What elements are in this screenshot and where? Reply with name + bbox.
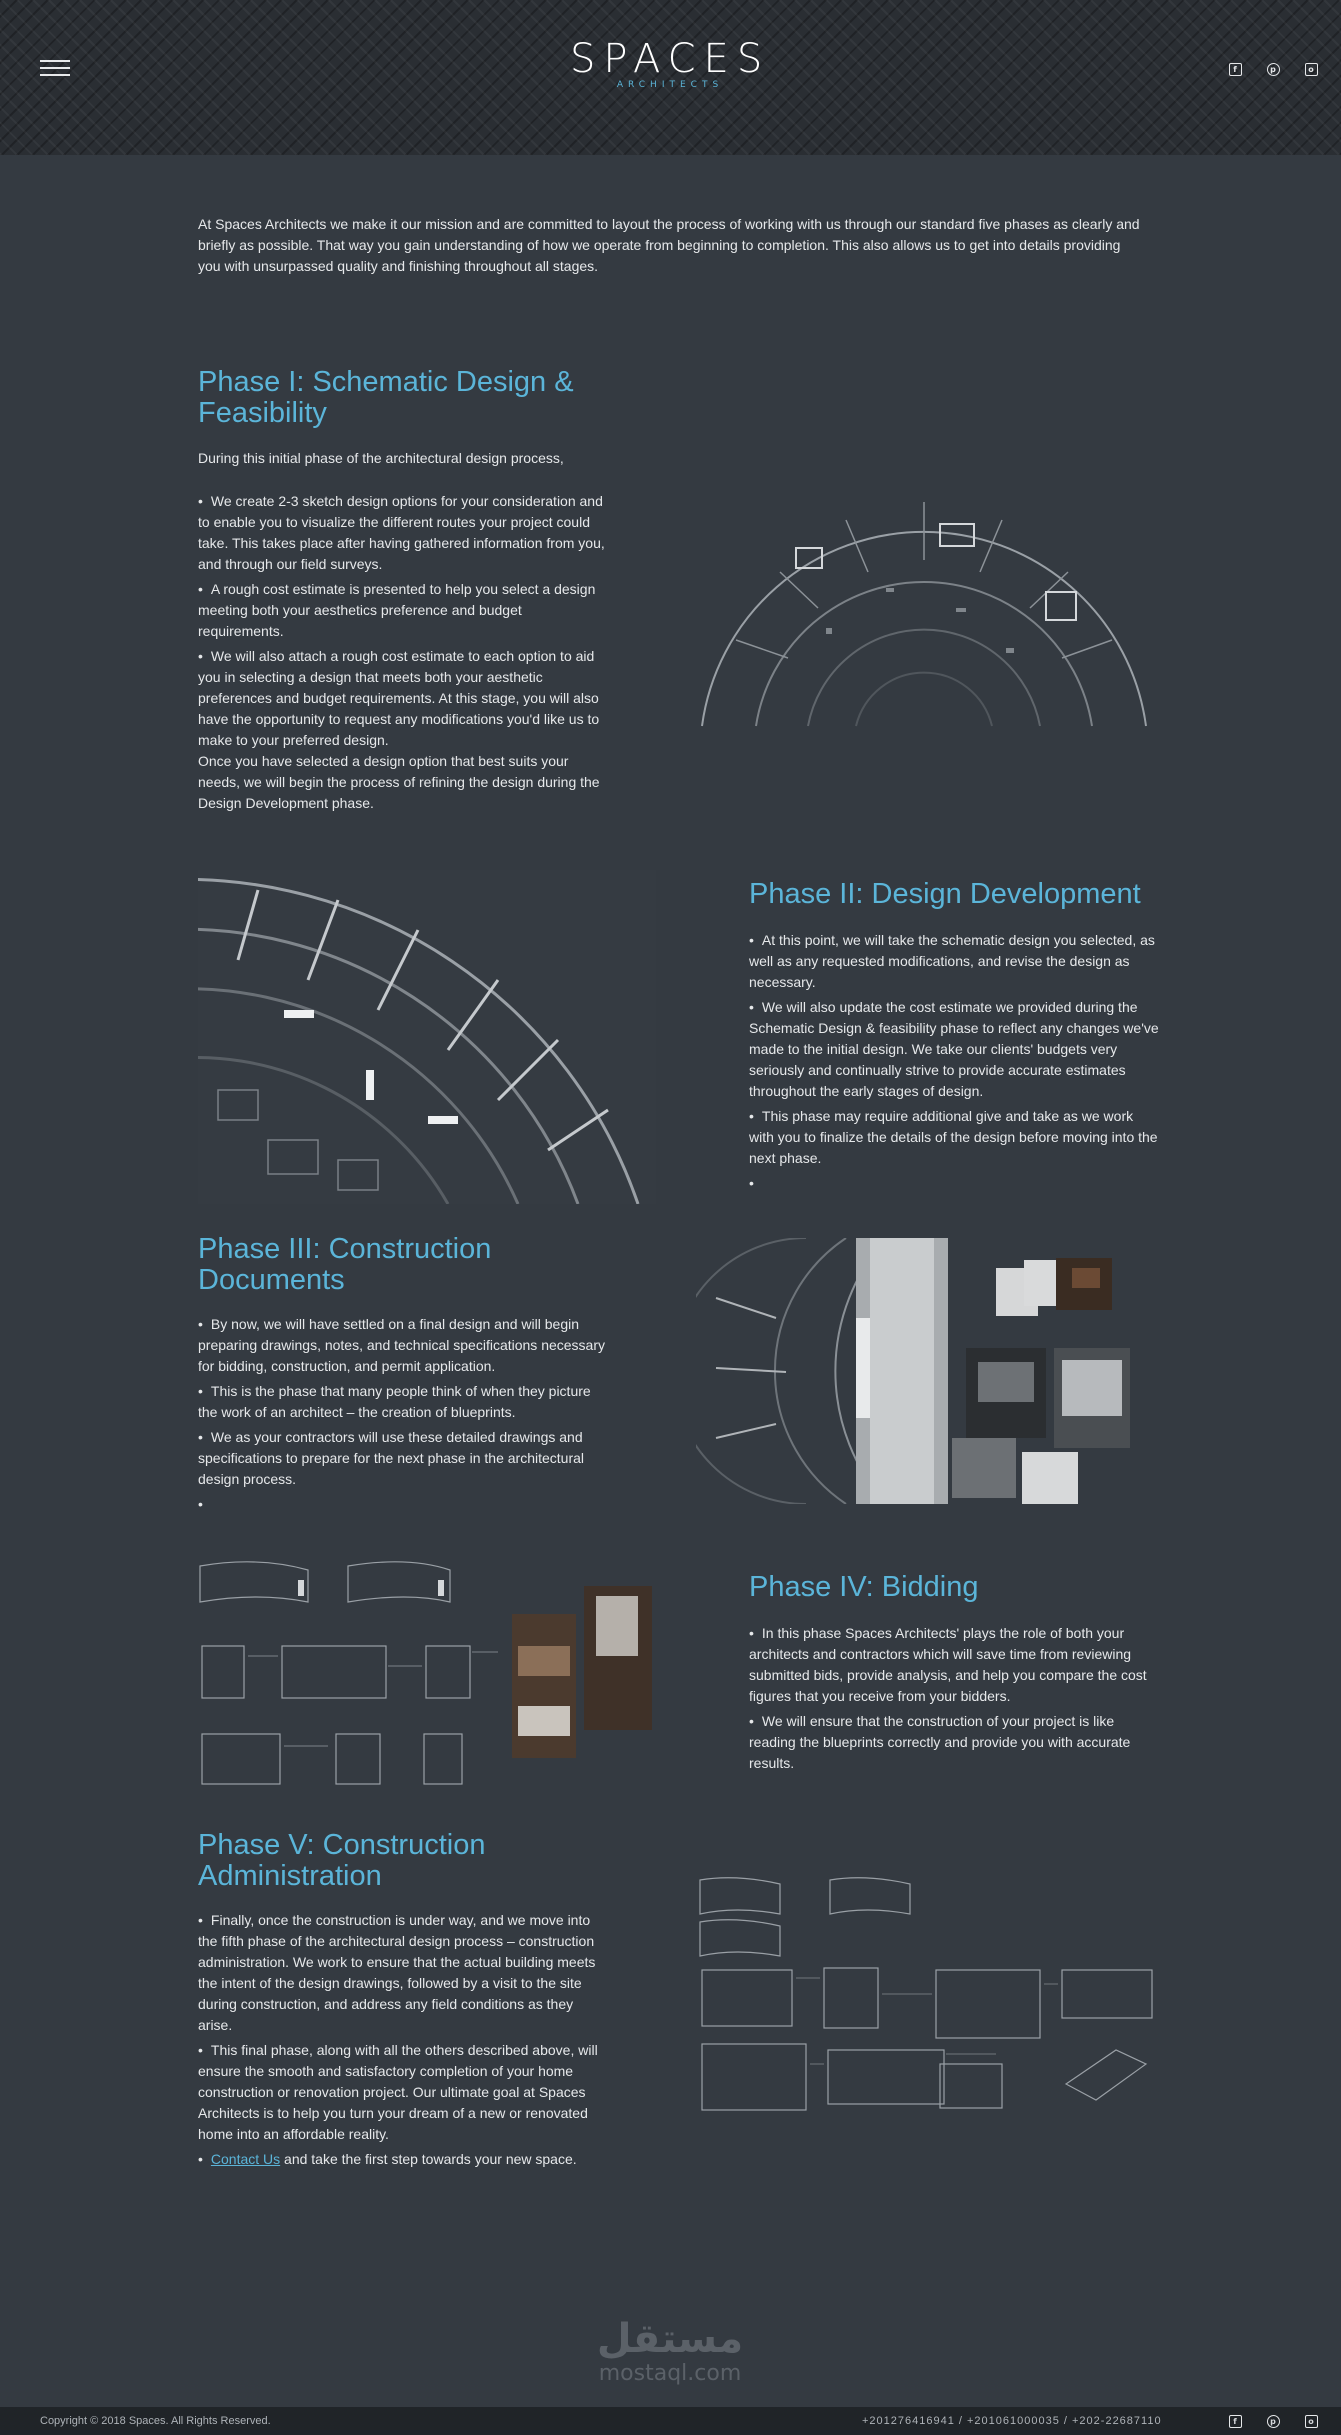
site-logo[interactable] — [570, 36, 770, 90]
phase4-drawings-image — [198, 1556, 656, 1788]
phase1-lead: During this initial phase of the architectural design process, — [198, 450, 564, 466]
site-footer — [0, 2407, 1341, 2435]
phase3-text — [198, 1314, 608, 1519]
site-header — [0, 0, 1341, 155]
list-item: • In this phase Spaces Architects' plays the role of both your architects and contractors which will save time from reviewing submitted bids, provide analysis, and help you compare the cost figures that you receive from your bidders. — [749, 1623, 1161, 1707]
list-item: • We create 2-3 sketch design options for your consideration and to enable you to visualize the different routes your project could take. This takes place after having gathered information from you, and through our field surveys. — [198, 491, 608, 575]
list-item: • We will ensure that the construction of your project is like reading the blueprints correctly and provide you with accurate results. — [749, 1711, 1161, 1774]
phase4-title: Phase IV: Bidding — [749, 1571, 979, 1603]
intro-paragraph: At Spaces Architects we make it our mission and are committed to layout the process of working with us through our standard five phases as clearly and briefly as possible. That way you gain understanding of how we operate from beginning to completion. This also allows us to get into details providing you with unsurpassed quality and finishing throughout all stages. — [198, 216, 1140, 274]
list-item — [749, 1173, 1161, 1194]
phase4-text — [749, 1623, 1161, 1778]
phase1-title: Phase I: Schematic Design & Feasibility — [198, 366, 574, 429]
list-item: • This phase may require additional give and take as we work with you to finalize the details of the design before moving into the next phase. — [749, 1106, 1161, 1169]
phase2-title: Phase II: Design Development — [749, 878, 1141, 910]
phase1-floorplan-image — [696, 468, 1150, 730]
phase2-floorplan-image — [198, 870, 656, 1204]
list-item: • This is the phase that many people think of when they picture the work of an architect – the creation of blueprints. — [198, 1381, 608, 1423]
list-item: • A rough cost estimate is presented to help you select a design meeting both your aesthetics preference and budget requirements. — [198, 579, 608, 642]
list-item: • We will also attach a rough cost estimate to each option to aid you in selecting a design that meets both your aesthetic preferences and budget requirements. At this stage, you will also have the opportunity to request any modifications you'd like us to make to your preferred design. — [198, 646, 608, 751]
contact-suffix: and take the first step towards your new space. — [280, 2151, 577, 2167]
list-item: • Finally, once the construction is under way, and we move into the fifth phase of the architectural design process – construction administration. We work to ensure that the actual building meets the intent of the design drawings, followed by a visit to the site during construction, and address any field conditions as they arise. — [198, 1910, 608, 2036]
phase4-list — [749, 1623, 1161, 1774]
footer-pinterest-icon[interactable]: p — [1266, 2414, 1280, 2428]
phase5-text — [198, 1910, 608, 2174]
facebook-icon[interactable]: f — [1228, 61, 1242, 75]
phase3-list — [198, 1314, 608, 1515]
instagram-icon[interactable]: o — [1304, 61, 1318, 75]
phone-numbers: +201276416941 / +201061000035 / +202-22687110 — [862, 2415, 1162, 2427]
list-item: • At this point, we will take the schematic design you selected, as well as any requested modifications, and revise the design as necessary. — [749, 930, 1161, 993]
watermark-latin: mostaql.com — [598, 2361, 742, 2386]
logo-tagline: ARCHITECTS — [616, 80, 724, 90]
watermark-arabic: مستقل — [596, 2316, 744, 2362]
hamburger-menu-icon[interactable] — [40, 60, 70, 78]
phase3-title: Phase III: Construction Documents — [198, 1233, 492, 1296]
copyright-text: Copyright © 2018 Spaces. All Rights Reserved. — [40, 2415, 271, 2427]
phase2-text — [749, 930, 1161, 1198]
phase1-list — [198, 491, 608, 751]
list-item: • This final phase, along with all the others described above, will ensure the smooth and satisfactory completion of your home construction or renovation project. Our ultimate goal at Spaces Architects is to help you turn your dream of a new or renovated home into an affordable reality. — [198, 2040, 608, 2145]
phase5-title: Phase V: Construction Administration — [198, 1829, 486, 1892]
list-item — [198, 1494, 608, 1515]
logo-wordmark: SPACES — [570, 36, 771, 82]
list-item: • By now, we will have settled on a final design and will begin preparing drawings, notes, and technical specifications necessary for bidding, construction, and permit application. — [198, 1314, 608, 1377]
pinterest-icon[interactable]: p — [1266, 61, 1280, 75]
phase1-text — [198, 448, 608, 814]
contact-us-link[interactable]: Contact Us — [210, 2151, 281, 2167]
phase5-drawings-image — [696, 1874, 1158, 2124]
mostaql-watermark — [580, 2316, 760, 2386]
list-item: • We will also update the cost estimate we provided during the Schematic Design & feasibility phase to reflect any changes we've made to the initial design. We take our clients' budgets very seriously and continually strive to provide accurate estimates throughout the early stages of design. — [749, 997, 1161, 1102]
list-item: • We as your contractors will use these detailed drawings and specifications to prepare for the next phase in the architectural design process. — [198, 1427, 608, 1490]
list-item — [198, 2149, 608, 2170]
footer-facebook-icon[interactable]: f — [1228, 2414, 1242, 2428]
phase2-list — [749, 930, 1161, 1194]
footer-instagram-icon[interactable]: o — [1304, 2414, 1318, 2428]
phase1-closing: Once you have selected a design option that best suits your needs, we will begin the process of refining the design during the Design Development phase. — [198, 753, 600, 811]
phase3-materials-collage-image — [696, 1238, 1158, 1504]
phase5-list — [198, 1910, 608, 2170]
